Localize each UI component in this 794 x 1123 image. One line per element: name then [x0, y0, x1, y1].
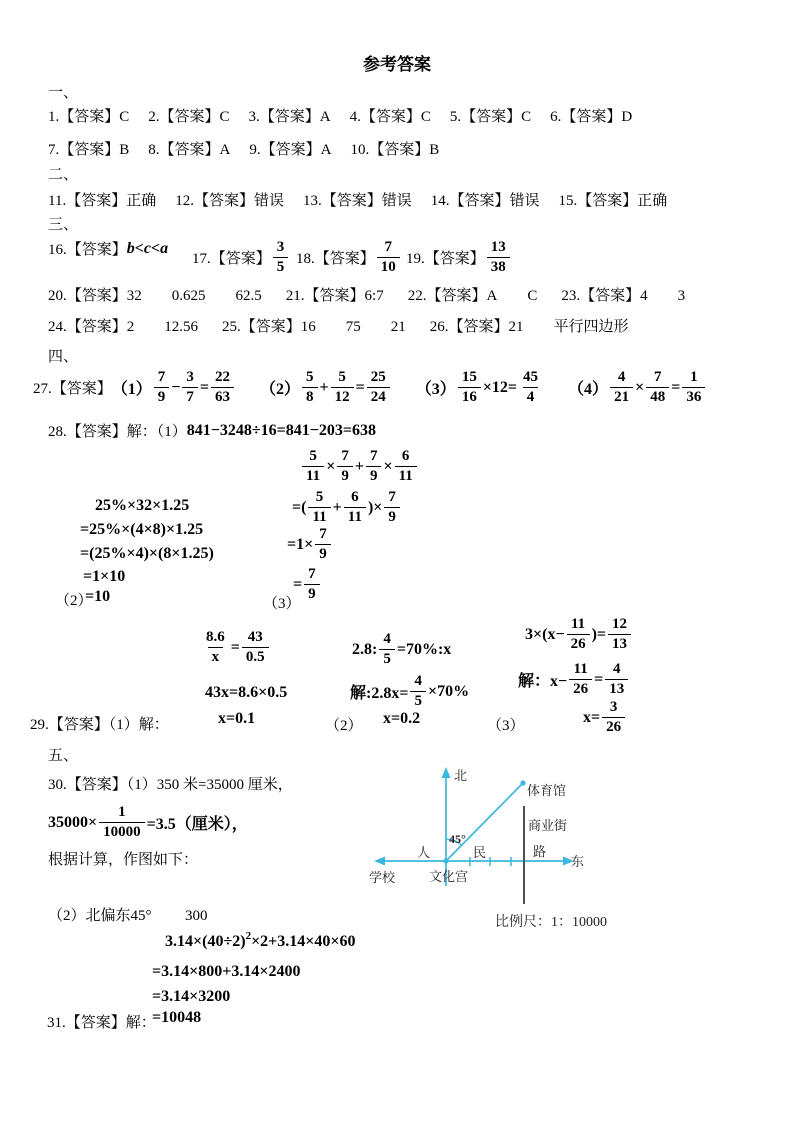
page-title: 参考答案 [363, 55, 431, 74]
north-label: 北 [454, 768, 468, 783]
math-expression [383, 710, 420, 728]
answer-28 [48, 420, 376, 441]
math-token: =(25%×4)×(8×1.25) [80, 545, 214, 562]
answer-label: 24.【答案】 [48, 319, 127, 335]
math-token: =1×10 [83, 568, 126, 585]
math-token: （1） [111, 381, 152, 399]
answer-item: 4.【答案】C [349, 109, 431, 125]
math-expression [271, 238, 291, 278]
gym-point [520, 780, 525, 785]
fraction: $\frac{7}{9}$ [154, 368, 170, 408]
math-token: 35000× [48, 813, 98, 831]
fraction: $\frac{7}{9}$ [304, 565, 320, 605]
math-token: =10 [85, 588, 111, 605]
answer-item: 5.【答案】C [449, 109, 532, 125]
fraction: $\frac{7}{9}$ [384, 488, 400, 528]
fraction: $\frac{7}{9}$ [366, 447, 382, 487]
math-token: =3.14×800+3.14×2400 [152, 963, 301, 980]
math-expression [152, 1009, 201, 1027]
math-token: =3.14×3200 [152, 988, 231, 1005]
fraction: $\frac{3}{26}$ [602, 698, 625, 738]
math-token: 25%×32×1.25 [95, 497, 190, 514]
fraction: $\frac{5}{11}$ [302, 447, 324, 487]
fraction: $\frac{5}{11}$ [308, 488, 330, 528]
math-expression [205, 684, 287, 702]
answer-label: 29.【答案】（1）解： [30, 717, 169, 733]
math-token: 841−3248÷16=841−203=638 [186, 421, 377, 439]
answer-value: C [527, 288, 538, 304]
math-expression [287, 525, 333, 565]
fraction: $\frac{13}{38}$ [487, 238, 510, 278]
math-token: =25%×(4×8)×1.25 [80, 521, 204, 538]
answer-line-24-26 [48, 318, 629, 337]
road-char-1: 人 [417, 845, 431, 860]
answer-item: 9.【答案】A [249, 142, 332, 158]
answer-item: 15.【答案】正确 [558, 193, 668, 209]
answer-value: 0.625 [171, 288, 206, 304]
math-token: = [230, 638, 240, 656]
math-expression [525, 615, 633, 655]
answer-value: A [486, 288, 498, 304]
math-expression [200, 628, 271, 668]
math-expression [85, 588, 110, 606]
road-char-3: 路 [533, 844, 547, 859]
math-token: 3.14×(40÷2) [165, 933, 246, 950]
math-token: b<c<a [126, 239, 169, 257]
answer-value: 21 [390, 319, 406, 335]
palace-label: 文化宫 [429, 869, 469, 884]
math-expression [187, 422, 376, 440]
math-token: × [383, 457, 393, 475]
scale-label: 比例尺：1：10000 [495, 915, 607, 930]
math-expression [583, 698, 627, 738]
fraction: $\frac{11}{26}$ [567, 615, 590, 655]
east-label: 东 [571, 854, 585, 869]
angle-label: 45° [449, 832, 466, 846]
answer-item: 13.【答案】错误 [302, 193, 412, 209]
answer-label: 20.【答案】 [48, 288, 127, 304]
math-expression [127, 240, 168, 258]
math-token: − [171, 378, 181, 396]
answer-item: 11.【答案】正确 [48, 193, 157, 209]
fraction: $\frac{45}{4}$ [519, 368, 542, 408]
part-label: （3） [263, 596, 301, 612]
answer-30-line3: 根据计算，作图如下： [48, 852, 199, 868]
answer-label: 22.【答案】 [407, 288, 487, 304]
math-expression [292, 488, 402, 528]
answer-label: 26.【答案】 [429, 319, 509, 335]
math-expression [293, 565, 322, 605]
answer-label: 19.【答案】 [406, 251, 485, 268]
answer-label: 23.【答案】 [561, 288, 641, 304]
math-token: =( [292, 498, 307, 516]
part-label: （2） [55, 593, 93, 609]
answer-value: 62.5 [235, 288, 262, 304]
fraction: $\frac{6}{11}$ [344, 488, 366, 528]
answer-item: 8.【答案】A [148, 142, 231, 158]
answer-line-7-10 [48, 138, 458, 159]
math-expression [152, 963, 300, 981]
map-diagram [365, 760, 645, 935]
fraction: $\frac{7}{9}$ [337, 447, 353, 487]
answer-30-part2: （2）北偏东45° [48, 908, 152, 924]
fraction: $\frac{5}{12}$ [331, 368, 354, 408]
math-token: 3×(x− [525, 625, 565, 643]
fraction: $\frac{4}{5}$ [410, 672, 426, 712]
answer-value: 2 [126, 319, 135, 335]
answer-value: 3 [677, 288, 686, 304]
math-token: + [332, 498, 342, 516]
math-expression [83, 568, 125, 586]
math-token: )= [591, 625, 607, 643]
math-expression [416, 368, 544, 408]
fraction: $\frac{8.6}{x}$ [202, 628, 229, 668]
math-expression [352, 630, 451, 670]
answer-item: 7.【答案】B [48, 142, 130, 158]
answer-label: 18.【答案】 [296, 251, 375, 268]
math-expression [518, 660, 630, 700]
math-token: =1× [287, 535, 314, 553]
math-token: = [594, 670, 604, 688]
math-token: （4） [568, 381, 609, 399]
answer-item: 12.【答案】错误 [175, 193, 284, 209]
answer-item: 6.【答案】D [550, 109, 633, 125]
math-expression [568, 368, 707, 408]
road-char-2: 民 [473, 845, 487, 860]
math-expression [300, 447, 419, 487]
answer-value: 6:7 [364, 288, 384, 304]
math-token: （3） [415, 381, 456, 399]
north-arrowhead-icon [442, 767, 451, 778]
answer-17 [192, 238, 290, 278]
fraction: $\frac{7}{48}$ [646, 368, 669, 408]
answer-value: 21 [508, 319, 524, 335]
part-label: （2） [325, 718, 363, 734]
fraction: $\frac{3}{5}$ [273, 238, 289, 278]
math-expression [485, 238, 512, 278]
answer-item: 2.【答案】C [148, 109, 230, 125]
math-expression [260, 368, 392, 408]
math-token: 解：x− [518, 673, 568, 691]
math-expression [165, 930, 356, 951]
math-token: ×2+3.14×40×60 [251, 933, 356, 950]
answer-27 [33, 368, 707, 408]
fraction: $\frac{3}{7}$ [182, 368, 198, 408]
math-token: × [635, 378, 645, 396]
section-5-label: 五、 [48, 748, 79, 764]
math-expression [80, 521, 203, 539]
math-token: （2） [260, 381, 301, 399]
answer-value: 平行四边形 [553, 319, 629, 335]
math-token: )× [367, 498, 383, 516]
math-token: + [319, 378, 329, 396]
answer-label: 16.【答案】 [48, 242, 127, 258]
section-3-label: 三、 [48, 217, 79, 233]
math-expression [152, 988, 230, 1006]
math-token: x=0.2 [383, 710, 421, 727]
math-token: × [326, 457, 336, 475]
answer-30-part2-value: 300 [185, 908, 208, 924]
math-token: = [199, 378, 210, 396]
math-token: ×70% [427, 682, 470, 700]
math-token: x= [583, 708, 601, 726]
fraction: $\frac{1}{10000}$ [99, 803, 145, 843]
math-expression [95, 497, 189, 515]
answer-label: 17.【答案】 [192, 251, 271, 268]
fraction: $\frac{5}{8}$ [302, 368, 318, 408]
fraction: $\frac{4}{5}$ [379, 630, 395, 670]
answer-label: 21.【答案】 [285, 288, 365, 304]
math-token: 43x=8.6×0.5 [205, 684, 288, 701]
fraction: $\frac{25}{24}$ [367, 368, 390, 408]
school-point [381, 859, 385, 863]
answer-value: 16 [300, 319, 316, 335]
math-token: 解:2.8x= [350, 685, 409, 703]
math-token: = [293, 575, 303, 593]
answer-label: 31.【答案】解： [47, 1015, 156, 1031]
answer-label: 27.【答案】 [33, 381, 112, 398]
school-label: 学校 [369, 870, 396, 885]
section-1-label: 一、 [48, 85, 79, 101]
gym-label: 体育馆 [527, 783, 567, 798]
fraction: $\frac{1}{36}$ [682, 368, 705, 408]
answer-line-20-23 [48, 287, 685, 306]
fraction: $\frac{6}{11}$ [395, 447, 417, 487]
math-token: 2.8: [352, 640, 378, 658]
answer-label: 25.【答案】 [222, 319, 301, 335]
math-token: =3.5（厘米）， [146, 816, 248, 834]
answer-value: 12.56 [164, 319, 199, 335]
math-token: x=0.1 [218, 710, 256, 727]
fraction: $\frac{22}{63}$ [211, 368, 234, 408]
part-label: （3） [487, 718, 525, 734]
fraction: $\frac{4}{21}$ [610, 368, 633, 408]
answer-line-1-6 [48, 105, 651, 126]
answer-item: 3.【答案】A [248, 109, 331, 125]
fraction: $\frac{7}{10}$ [377, 238, 400, 278]
answer-line-11-15 [48, 189, 686, 210]
origin-point [443, 858, 448, 863]
math-token: ×12= [482, 378, 518, 396]
section-2-label: 二、 [48, 167, 79, 183]
math-expression [375, 238, 402, 278]
math-expression [350, 672, 469, 712]
answer-value: 32 [126, 288, 142, 304]
fraction: $\frac{11}{26}$ [569, 660, 592, 700]
answer-19 [406, 238, 512, 278]
answer-item: 1.【答案】C [48, 109, 130, 125]
math-expression [112, 368, 236, 408]
superscript: 2 [245, 930, 252, 942]
math-token: = [671, 378, 681, 396]
answer-30-line1: 30.【答案】（1）350 米=35000 厘米， [48, 777, 293, 793]
section-4-label: 四、 [48, 349, 79, 365]
answer-18 [296, 238, 402, 278]
math-token: + [354, 457, 364, 475]
math-token: =70%:x [396, 640, 452, 658]
answer-item: 14.【答案】错误 [430, 193, 540, 209]
fraction: $\frac{43}{0.5}$ [242, 628, 269, 668]
math-expression [80, 545, 214, 563]
answer-value: 75 [345, 319, 361, 335]
fraction: $\frac{12}{13}$ [608, 615, 631, 655]
math-token: =10048 [152, 1009, 202, 1026]
street-label: 商业街 [528, 818, 568, 833]
answer-16 [48, 238, 168, 259]
math-token: = [355, 378, 365, 396]
answer-label: 28.【答案】解：（1） [48, 424, 187, 440]
fraction: $\frac{7}{9}$ [315, 525, 331, 565]
fraction: $\frac{15}{16}$ [458, 368, 481, 408]
answer-value: 4 [640, 288, 648, 304]
math-expression [48, 803, 248, 843]
answer-item: 10.【答案】B [350, 142, 440, 158]
math-expression [218, 710, 255, 728]
fraction: $\frac{4}{13}$ [605, 660, 628, 700]
